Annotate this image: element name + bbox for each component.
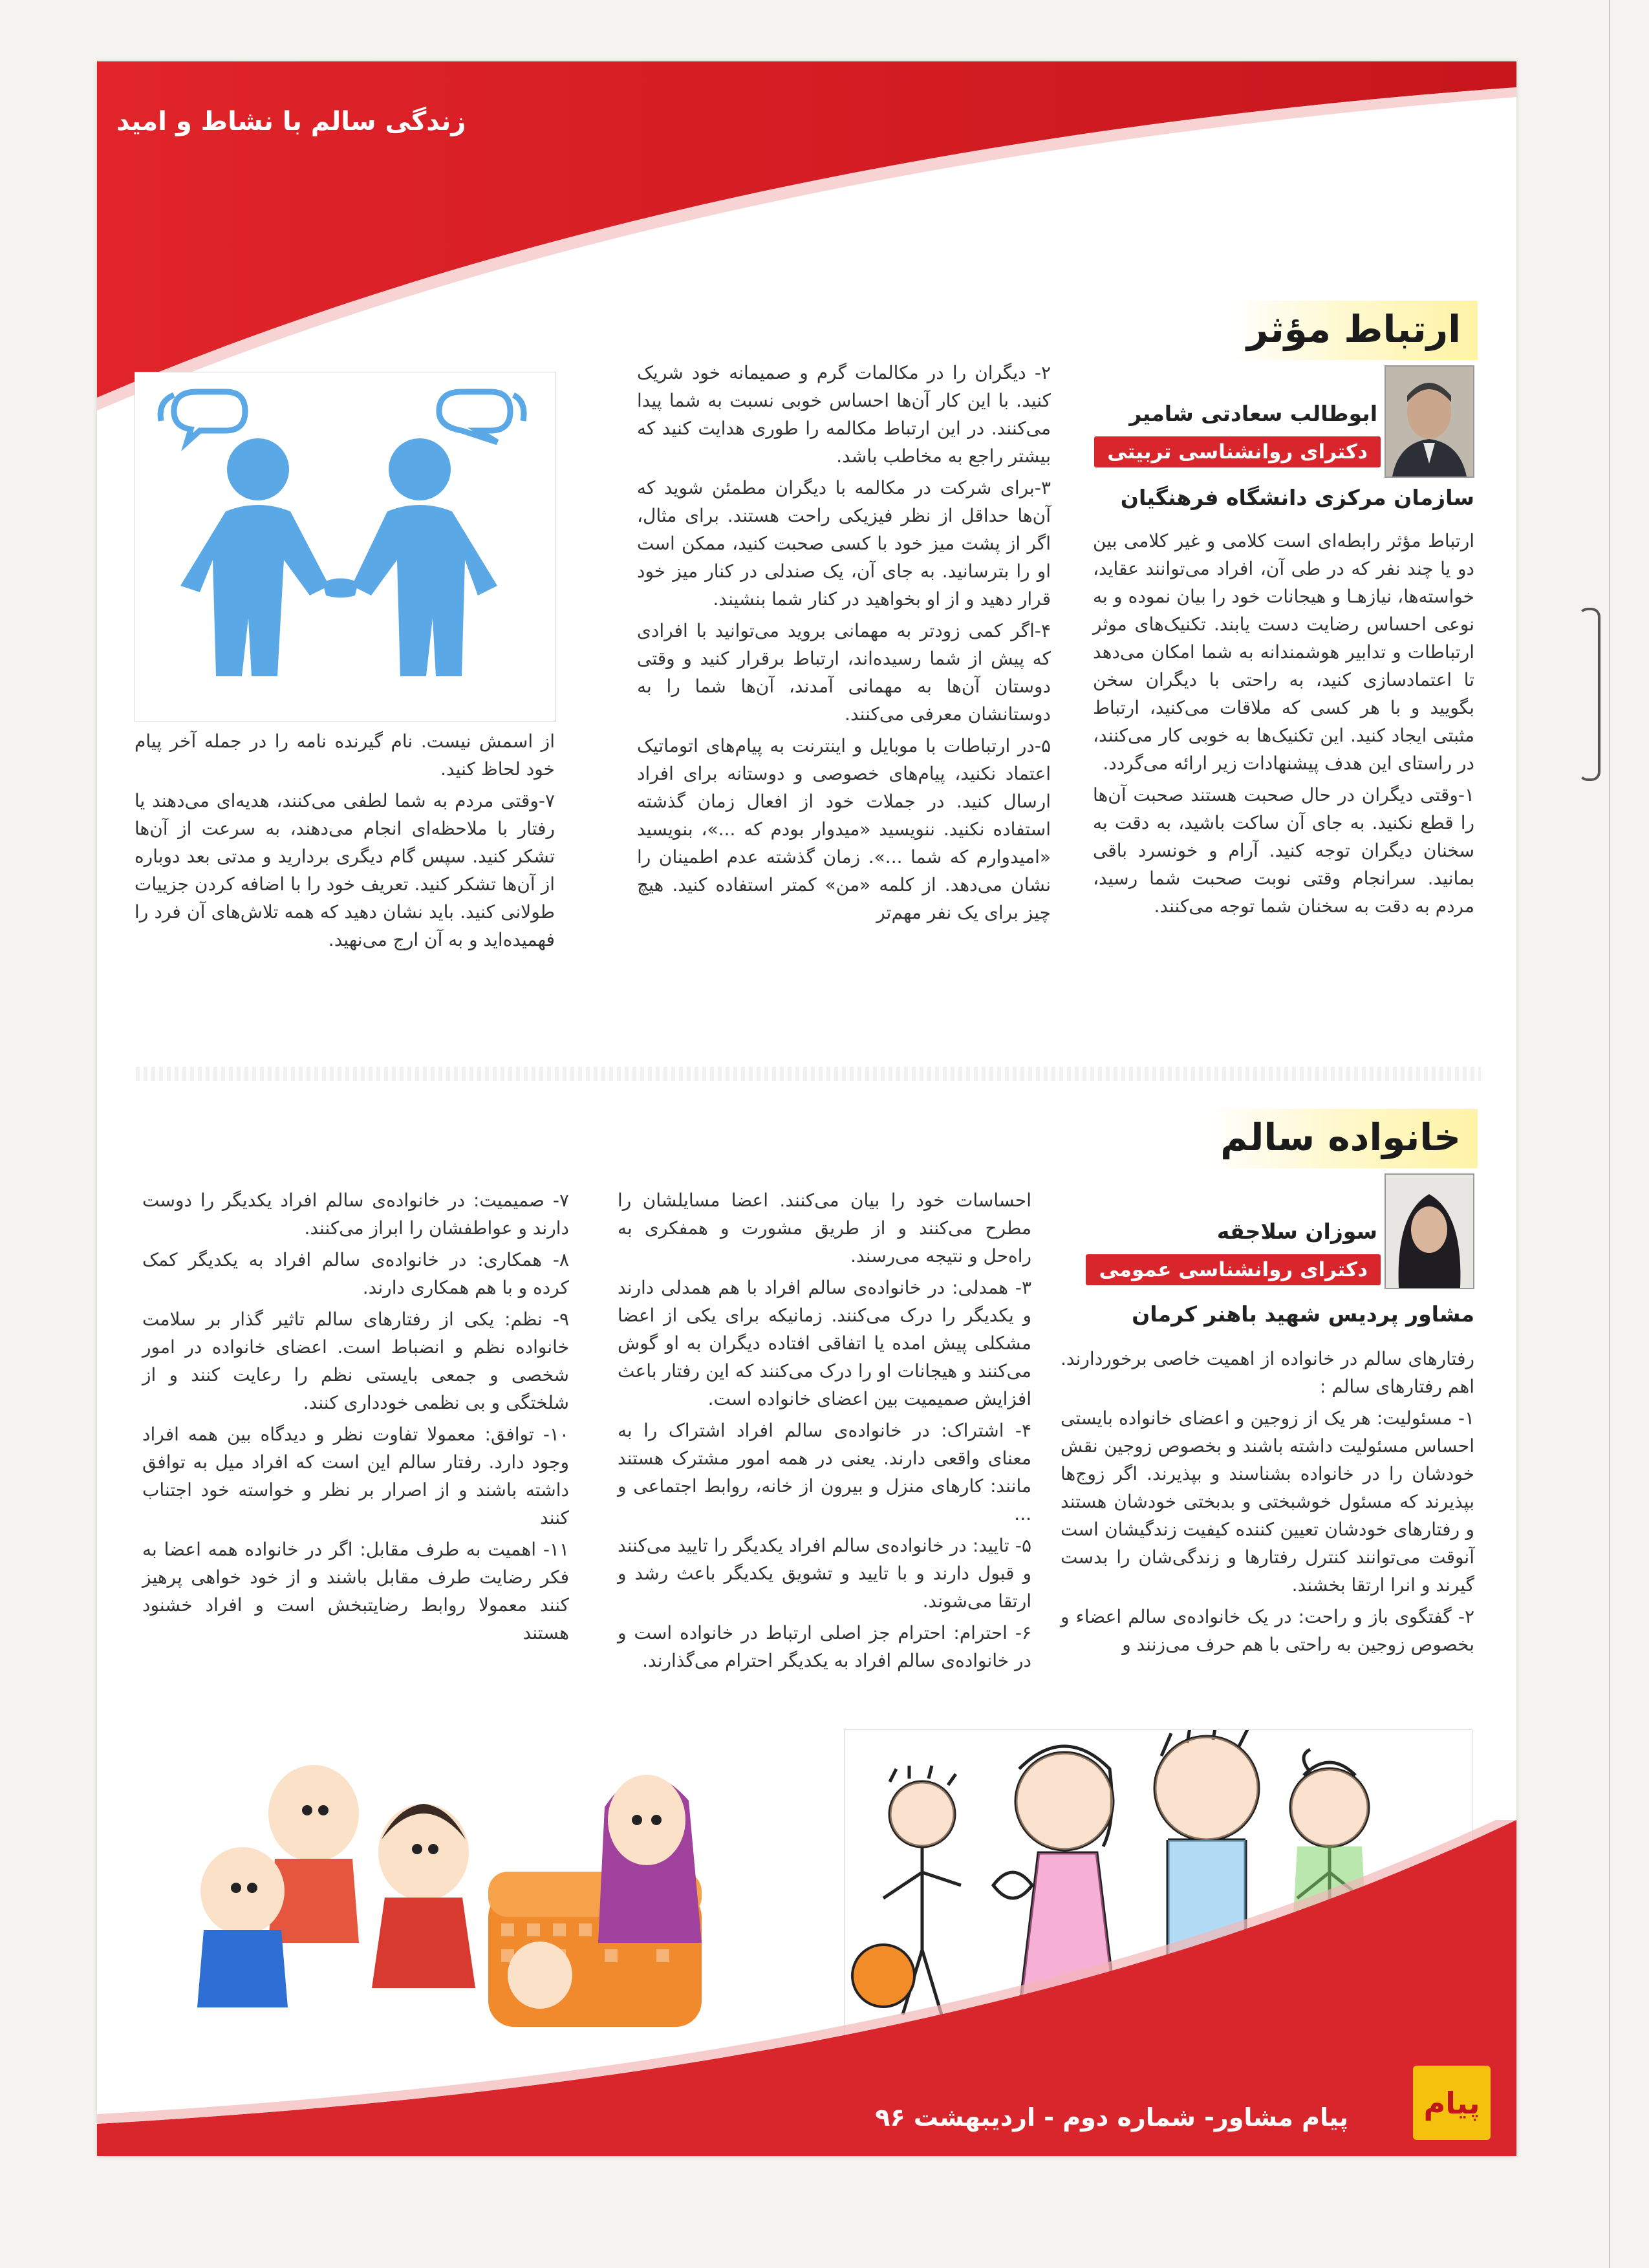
author-degree-badge: دکترای روانشناسی عمومی (1086, 1254, 1381, 1285)
section-title-healthy-family: خانواده سالم (1203, 1109, 1478, 1168)
author-photo (1385, 1173, 1474, 1289)
paragraph: ۹- نظم: یکی از رفتارهای سالم تاثیر گذار بر سلامت خانواده نظم و انضباط است. اعضای خانواده در امور شخصی و جمعی بایستی نظم را رعایت کنند و از شلختگی و بی نظمی خودداری کنند. (142, 1309, 569, 1413)
paragraph: ۳- همدلی: در خانواده‌ی سالم افراد با هم همدلی دارند و یکدیگر را درک می‌کنند. زمانیکه برای یکی از اعضا مشکلی پیش امده یا اتفاقی افتاده دیگران به او گوش می‌کنند و هیجانات او را درک می‌کنند که این رفتار باعث افزایش صمیمیت بین اعضای خانواده است. (618, 1277, 1031, 1409)
paragraph: رفتارهای سالم در خانواده از اهمیت خاصی برخوردارند. اهم رفتارهای سالم : (1061, 1348, 1474, 1397)
paragraph: ۵-در ارتباطات با موبایل و اینترنت به پیام‌های اتوماتیک اعتماد نکنید، پیام‌های خصوصی و دوستانه برای افراد ارسال کنید. در جملات خود از افعال زمان گذشته استفاده نکنید. ننویسید «میدوار بودم که ...»، بنویسید «امیدوارم که شما ...». زمان گذشته عدم اطمینان را نشان می‌دهد. از کلمه «من» کمتر استفاده کنید. هیچ چیز برای یک نفر مهم‌تر (637, 735, 1051, 923)
paragraph: ۱۱- اهمیت به طرف مقابل: اگر در خانواده همه اعضا به فکر رضایت طرف مقابل باشند و از خود خواهی پرهیز کنند معمولا روابط رضایتبخش است و افراد خشنود هستند (142, 1539, 569, 1643)
handshake-illustration (135, 372, 556, 722)
magazine-logo: پیام (1413, 2066, 1491, 2140)
section-divider (136, 1067, 1481, 1081)
author-name: ابوطالب سعادتی شامیر (1129, 401, 1377, 426)
section1-column-right (1093, 527, 1474, 924)
footer-issue-info: پیام مشاور- شماره دوم - اردیبهشت ۹۶ (875, 2103, 1348, 2132)
section1-column-middle (637, 359, 1051, 930)
author-photo (1385, 365, 1474, 478)
author-organization: سازمان مرکزی دانشگاه فرهنگیان (1120, 485, 1474, 510)
paragraph: ۸- همکاری: در خانواده‌ی سالم افراد به یکدیگر کمک کرده و با هم همکاری دارند. (142, 1249, 569, 1298)
author-name: سوزان سلاجقه (1216, 1219, 1377, 1244)
paragraph: ۷- صمیمیت: در خانواده‌ی سالم افراد یکدیگر را دوست دارند و عواطفشان را ابراز می‌کنند. (142, 1190, 569, 1239)
author-degree-badge: دکترای روانشناسی تربیتی (1094, 436, 1381, 467)
section2-column-right (1061, 1345, 1474, 1662)
section1-column-left (135, 727, 555, 957)
paragraph: احساسات خود را بیان می‌کنند. اعضا مسایلشان را مطرح می‌کنند و از طریق مشورت و همفکری به راه‌حل و نتیجه می‌رسند. (618, 1190, 1031, 1267)
paragraph: ۲- دیگران را در مکالمات گرم و صمیمانه خود شریک کنید. با این کار آن‌ها احساس خوبی نسبت به شما پیدا می‌کنند. در این ارتباط مکالمه را طوری هدایت کنید که بیشتر راجع به مخاطب باشد. (637, 362, 1051, 467)
paragraph: ۷-وقتی مردم به شما لطفی می‌کنند، هدیه‌ای می‌دهند یا رفتار با ملاحظه‌ای انجام می‌دهند، به سرعت از آن‌ها تشکر کنید. سپس گام دیگری بردارید و مدتی بعد دوباره از آن‌ها تشکر کنید. تعریف خود را با اضافه کردن جزییات طولانی کنید. باید نشان دهید که همه تلاش‌های آن فرد را فهمیده‌اید و به آن ارج می‌نهید. (135, 790, 555, 950)
paragraph: ۱-وقتی دیگران در حال صحبت هستند صحبت آن‌ها را قطع نکنید. به جای آن ساکت باشید، به دقت به سخنان دیگران توجه کنید. آرام و خونسرد باقی بمانید. سرانجام وقتی نوبت صحبت شما رسید، مردم به دقت به سخنان شما توجه می‌کنند. (1093, 784, 1474, 917)
paragraph: ۲- گفتگوی باز و راحت: در یک خانواده‌ی سالم اعضاء و بخصوص زوجین به راحتی با هم حرف می‌زنند و (1061, 1606, 1474, 1655)
section2-column-middle (618, 1186, 1031, 1678)
author-organization: مشاور پردیس شهید باهنر کرمان (1132, 1301, 1474, 1327)
paragraph: ۵- تایید: در خانواده‌ی سالم افراد یکدیگر را تایید می‌کنند و قبول دارند و با تایید و تشویق یکدیگر باعث رشد و ارتقا می‌شوند. (618, 1535, 1031, 1612)
paragraph: ۶- احترام: احترام جز اصلی ارتباط در خانواده است و در خانواده‌ی سالم افراد به یکدیگر احترام می‌گذارند. (618, 1622, 1031, 1671)
paragraph: ۴-اگر کمی زودتر به مهمانی بروید می‌توانید با افرادی که پیش از شما رسیده‌اند، ارتباط برقرار کنید و وقتی دوستان آن‌ها به مهمانی آمدند، آن‌ها شما را به دوستانشان معرفی می‌کنند. (637, 620, 1051, 725)
section2-column-left (142, 1186, 569, 1651)
binding-clip-icon (1579, 608, 1600, 781)
paragraph: ۱۰- توافق: معمولا تفاوت نظر و دیدگاه بین همه افراد وجود دارد. رفتار سالم این است که افراد میل به توافق داشته باشند و از اصرار بر نظر و خواسته خود اجتناب کنند (142, 1424, 569, 1528)
paragraph: ارتباط مؤثر رابطه‌ای است کلامی و غیر کلامی بین دو یا چند نفر که در طی آن، افراد می‌توانند عقاید، خواسته‌ها، نیازهـا و هیجانات خود را بیان نموده و به نوعی احساس رضایت دست یابند. تکنیک‌های موثر ارتباطات و تدابیر هوشمندانه به شما امکان می‌دهد تا اعتمادسازی کنید، به راحتی با دیگران سخن بگویید و با هر کسی که ملاقات می‌کنید، ارتباط مثبتی ایجاد کنید. این تکنیک‌ها به خوبی کار می‌کنند، در راستای این هدف پیشنهادات زیر ارائه می‌گردد. (1093, 530, 1474, 774)
paragraph: ۴- اشتراک: در خانواده‌ی سالم افراد اشتراک را به معنای واقعی دارند. یعنی در همه امور مشترک هستند مانند: کارهای منزل و بیرون از خانه، روابط اجتماعی و ... (618, 1420, 1031, 1524)
magazine-page (97, 61, 1516, 2156)
page-binding (1609, 0, 1610, 2268)
paragraph: از اسمش نیست. نام گیرنده نامه را در جمله آخر پیام خود لحاظ کنید. (135, 731, 555, 780)
section-title-effective-communication: ارتباط مؤثر (1230, 301, 1478, 360)
header-tagline: زندگی سالم با نشاط و امید (116, 107, 466, 136)
paragraph: ۳-برای شرکت در مکالمه با دیگران مطمئن شوید که آن‌ها حداقل از نظر فیزیکی راحت هستند. برای مثال، اگر از پشت میز خود با کسی صحبت کنید، ممکن است او را بترسانید. به جای آن، یک صندلی در کنار میز خود قرار دهید و از او بخواهید در کنار شما بنشیند. (637, 477, 1051, 610)
paragraph: ۱- مسئولیت: هر یک از زوجین و اعضای خانواده بایستی احساس مسئولیت داشته باشند و بخصوص زوجین نقش خودشان را در خانواده بشناسند و بپذیرند. اگر زوج‌ها بپذیرند که مسئول خوشبختی و بدبختی خودشان هستند و رفتارهای خودشان تعیین کننده کیفیت زندگیشان است آنوقت می‌توانند کنترل رفتارها و زندگی‌شان را بدست گیرند و انرا ارتقا بخشند. (1061, 1407, 1474, 1596)
